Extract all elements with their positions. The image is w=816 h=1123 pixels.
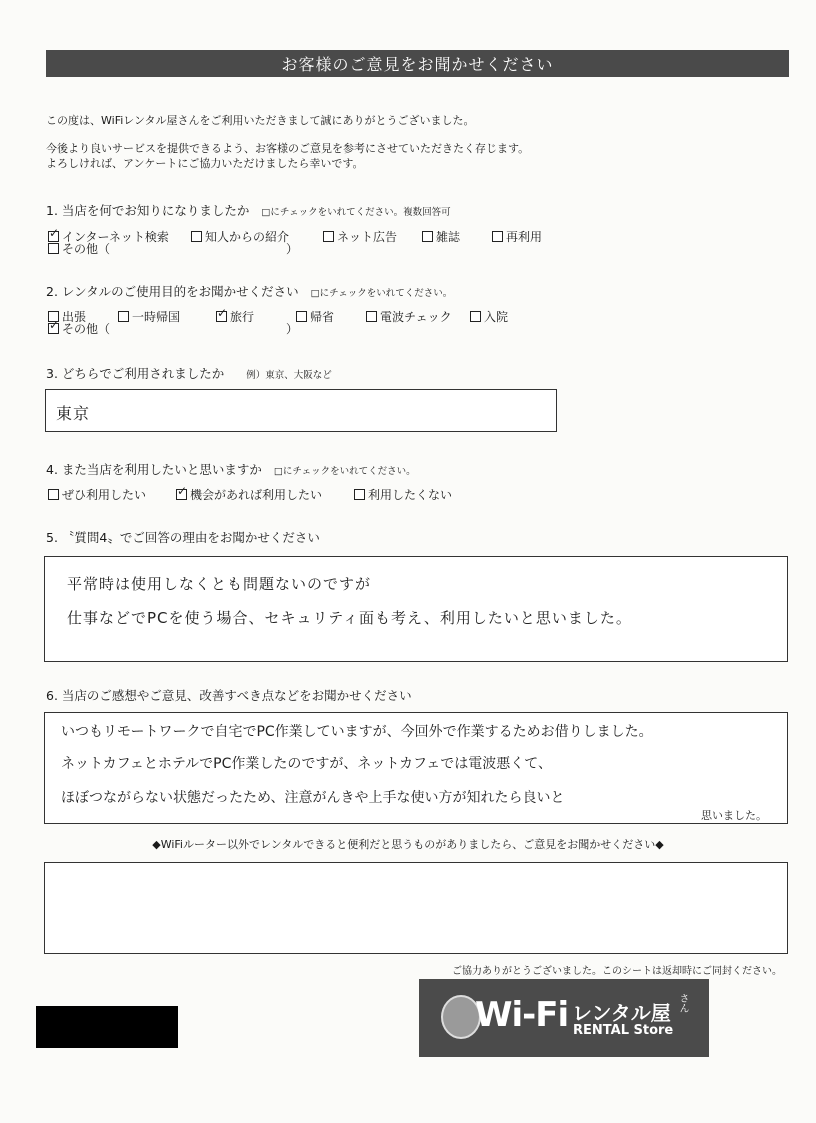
logo-rental-ja: レンタル屋	[572, 1001, 671, 1025]
question-4-note: □にチェックをいれてください。	[273, 466, 416, 477]
q1-option-referral[interactable]: 知人からの紹介	[191, 228, 289, 245]
checkbox[interactable]	[48, 323, 59, 334]
question-5	[46, 528, 320, 546]
q2-option-business-trip[interactable]: 出張	[48, 308, 86, 325]
question-5-answer-line-1: 平常時は使用しなくとも問題ないのですが	[67, 575, 372, 593]
checkbox[interactable]	[48, 243, 59, 254]
q1-option-internet-search[interactable]: ✓ インターネット検索	[48, 228, 169, 245]
logo-rental-en: RENTAL Store	[573, 1023, 674, 1038]
intro-line-2: 今後より良いサービスを提供できるよう、お客様のご意見を参考にさせていただきたく存じます。	[46, 142, 530, 155]
question-6	[46, 686, 412, 704]
q1-option-net-ad[interactable]: ネット広告	[323, 228, 397, 245]
q2-option-signal-check[interactable]: 電波チェック	[366, 308, 452, 325]
question-1-label: 1. 当店を何でお知りになりましたか	[46, 203, 250, 218]
q4-option-if-chance[interactable]: ✓ 機会があれば利用したい	[176, 486, 322, 503]
q2-option-travel[interactable]: ✓ 旅行	[216, 308, 254, 325]
checkbox[interactable]	[354, 489, 365, 500]
intro-line-1: この度は、WiFiレンタル屋さんをご利用いただきまして誠にありがとうございました。	[46, 114, 475, 127]
question-6-label: 6. 当店のご感想やご意見、改善すべき点などをお聞かせください	[46, 688, 412, 703]
question-4-label: 4. また当店を利用したいと思いますか	[46, 462, 262, 477]
logo-san: さん	[677, 993, 688, 1013]
q1-option-reuse[interactable]: 再利用	[492, 228, 542, 245]
question-5-label: 5. 〝質問4〟でご回答の理由をお聞かせください	[46, 530, 320, 545]
question-7-label: ◆WiFiルーター以外でレンタルできると便利だと思うものがありましたら、ご意見をお聞かせください◆	[152, 838, 664, 851]
question-3	[46, 364, 332, 382]
redacted-block	[36, 1006, 178, 1048]
intro-line-3: よろしければ、アンケートにご協力いただけましたら幸いです。	[46, 157, 364, 170]
checkbox[interactable]	[176, 489, 187, 500]
checkbox[interactable]	[492, 231, 503, 242]
question-4-options	[48, 486, 468, 502]
question-6-answer-line-2: ネットカフェとホテルでPC作業したのですが、ネットカフェでは電波悪くて、	[61, 756, 552, 772]
footer-thanks: ご協力ありがとうございました。このシートは返却時にご同封ください。	[452, 966, 782, 977]
question-3-answer: 東京	[56, 404, 91, 423]
question-1-note: □にチェックをいれてください。複数回答可	[261, 207, 451, 218]
question-2-other[interactable]: ✓ その他（ ）	[48, 320, 348, 336]
question-6-answer-box[interactable]	[44, 712, 788, 824]
q4-option-no[interactable]: 利用したくない	[354, 486, 452, 503]
page-title: お客様のご意見をお聞かせください	[46, 50, 789, 77]
question-6-answer-line-4: 思いました。	[701, 809, 767, 822]
q2-option-homecoming[interactable]: 帰省	[296, 308, 334, 325]
checkbox[interactable]	[470, 311, 481, 322]
q2-option-temporary-return[interactable]: 一時帰国	[118, 308, 180, 325]
question-1-other[interactable]: その他（ ）	[48, 240, 348, 256]
question-2	[46, 282, 452, 300]
checkbox[interactable]	[422, 231, 433, 242]
question-2-note: □にチェックをいれてください。	[310, 288, 453, 299]
question-5-answer-line-2: 仕事などでPCを使う場合、セキュリティ面も考え、利用したいと思いました。	[67, 609, 632, 627]
question-5-answer-box[interactable]	[44, 556, 788, 662]
question-4	[46, 460, 416, 478]
question-1	[46, 201, 451, 219]
q4-option-definitely[interactable]: ぜひ利用したい	[48, 486, 146, 503]
q2-option-hospital[interactable]: 入院	[470, 308, 508, 325]
question-3-answer-box[interactable]	[45, 389, 557, 432]
checkbox[interactable]	[48, 489, 59, 500]
q1-option-magazine[interactable]: 雑誌	[422, 228, 460, 245]
question-3-label: 3. どちらでご利用されましたか	[46, 366, 225, 381]
question-6-answer-line-3: ほぼつながらない状態だったため、注意がんきや上手な使い方が知れたら良いと	[61, 790, 565, 806]
checkbox[interactable]	[366, 311, 377, 322]
logo-wifi-text: Wi-Fi	[475, 995, 569, 1035]
question-7-answer-box[interactable]	[44, 862, 788, 954]
question-2-label: 2. レンタルのご使用目的をお聞かせください	[46, 284, 299, 299]
brand-logo	[419, 979, 709, 1057]
question-3-note: 例）東京、大阪など	[246, 370, 332, 381]
question-6-answer-line-1: いつもリモートワークで自宅でPC作業していますが、今回外で作業するためお借りしました。	[61, 724, 653, 740]
